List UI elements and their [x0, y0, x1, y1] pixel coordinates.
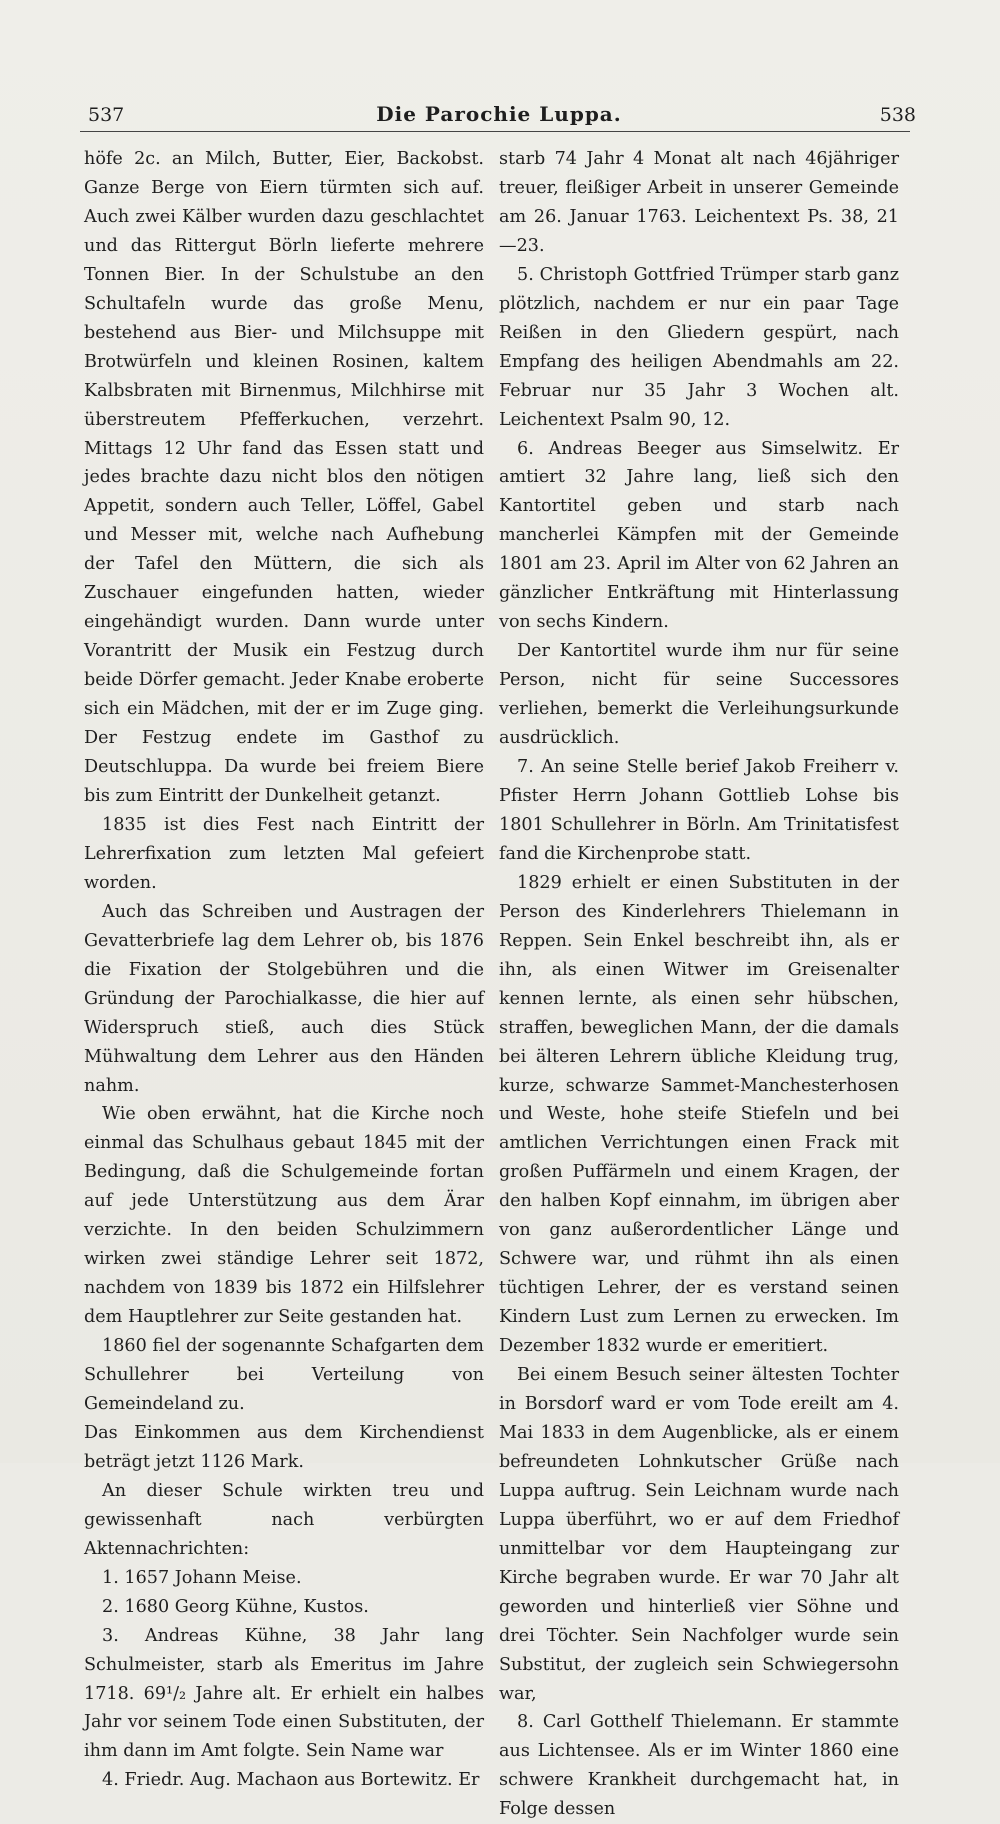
paragraph: 1860 fiel der sogenannte Schafgarten dem Schullehrer bei Verteilung von Gemeindeland zu. [84, 1336, 484, 1414]
page-number-left: 537 [88, 104, 125, 126]
list-item: 3. Andreas Kühne, 38 Jahr lang Schulmeister, starb als Emeritus im Jahre 1718. 69¹/₂ Jahre alt. Er erhielt ein halbes Jahr vor seinem Tode einen Substituten, der ihm dann im Amt folgte. Sein Name war [84, 1625, 484, 1762]
paragraph: Wie oben erwähnt, hat die Kirche noch einmal das Schulhaus gebaut 1845 mit der Bedingung, daß die Schulgemeinde fortan auf jede Unterstützung aus dem Ärar verzichte. In den beiden Schulzimmern wirken zwei ständige Lehrer seit 1872, nachdem von 1839 bis 1872 ein Hilfslehrer dem Hauptlehrer zur Seite gestanden hat. [84, 1104, 484, 1328]
paragraph: Der Kantortitel wurde ihm nur für seine Person, nicht für seine Successores verliehen, bemerkt die Verleihungsurkunde ausdrücklich. [499, 641, 899, 749]
list-item: 7. An seine Stelle berief Jakob Freiherr v. Pfister Herrn Johann Gottlieb Lohse bis 1801 Schullehrer in Börln. Am Trinitatisfest fand die Kirchenprobe statt. [499, 757, 899, 864]
paragraph: An dieser Schule wirkten treu und gewissenhaft nach verbürgten Aktennachrichten: [84, 1480, 484, 1559]
paragraph: Auch das Schreiben und Austragen der Gevatterbriefe lag dem Lehrer ob, bis 1876 die Fixation der Stolgebühren und die Gründung der Parochialkasse, die hier auf Widerspruch stieß, auch dies Stück Mühwaltung dem Lehrer aus den Händen nahm. [84, 901, 484, 1096]
page-number-right: 538 [879, 104, 916, 126]
paragraph: 1835 ist dies Fest nach Eintritt der Lehrerfixation zum letzten Mal gefeiert worden. [84, 814, 484, 893]
header-rule [80, 131, 910, 132]
list-item: 8. Carl Gotthelf Thielemann. Er stammte aus Lichtensee. Als er im Winter 1860 eine schwere Krankheit durchgemacht hat, in Folge dessen [499, 1712, 899, 1820]
paragraph: 1829 erhielt er einen Substituten in der Person des Kinderlehrers Thielemann in Reppen. Sein Enkel beschreibt ihn, als er ihn, als einen Witwer im Greisenalter kennen lernte, als einen sehr hübschen, straffen, beweglichen Mann, der die damals bei älteren Lehrern übliche Kleidung trug, kurze, schwarze Sammet-Manchesterhosen und Weste, hohe steife Stiefeln und bei amtlichen Verrichtungen einen Frack mit großen Puffärmeln und einem Kragen, der den halben Kopf einnahm, im übrigen aber von ganz außerordentlicher Länge und Schwere war, und rühmt ihn als einen tüchtigen Lehrer, der es verstand seinen Kindern Lust zum Lernen zu erwecken. Im Dezember 1832 wurde er emeritiert. [499, 872, 899, 1357]
paragraph: Bei einem Besuch seiner ältesten Tochter in Borsdorf ward er vom Tode ereilt am 4. Mai 1833 in dem Augenblicke, als er einem befreundeten Lohnkutscher Grüße nach Luppa auftrug. Sein Leichnam wurde nach Luppa überführt, wo er auf dem Friedhof unmittelbar vor dem Haupteingang zur Kirche begraben wurde. Er war 70 Jahr alt geworden und hinterließ vier Söhne und drei Töchter. Sein Nachfolger wurde sein Substitut, der zugleich sein Schwiegersohn war, [499, 1365, 899, 1704]
list-item: 5. Christoph Gottfried Trümper starb ganz plötzlich, nachdem er nur ein paar Tage Reißen in den Gliedern gespürt, nach Empfang des heiligen Abendmahls am 22. Februar nur 35 Jahr 3 Wochen alt. Leichentext Psalm 90, 12. [499, 264, 899, 430]
list-item: 2. 1680 Georg Kühne, Kustos. [102, 1596, 369, 1617]
paragraph: höfe 2c. an Milch, Butter, Eier, Backobst. Ganze Berge von Eiern türmten sich auf. Auch zwei Kälber wurden dazu geschlachtet und das Rittergut Börln lieferte mehrere Tonnen Bier. In der Schulstube an den Schultafeln wurde das große Menu, bestehend aus Bier- und Milchsuppe mit Brotwürfeln und kleinen Rosinen, kaltem Kalbsbraten mit Birnenmus, Milchhirse mit überstreutem Pfefferkuchen, verzehrt. Mittags 12 Uhr fand das Essen statt und jedes brachte dazu nicht blos den nötigen Appetit, sondern auch Teller, Löffel, Gabel und Messer mit, welche nach Aufhebung der Tafel den Müttern, die sich als Zuschauer eingefunden hatten, wieder eingehändigt wurden. Dann wurde unter Vorantritt der Musik ein Festzug durch beide Dörfer gemacht. Jeder Knabe eroberte sich ein Mädchen, mit der er im Zuge ging. Der Festzug endete im Gasthof zu Deutschluppa. Da wurde bei freiem Biere bis zum Eintritt der Dunkelheit getanzt. [84, 149, 484, 806]
running-title: Die Parochie Luppa. [376, 102, 622, 126]
paragraph: starb 74 Jahr 4 Monat alt nach 46jähriger treuer, fleißiger Arbeit in unserer Gemeinde am 26. Januar 1763. Leichentext Ps. 38, 21—23. [499, 149, 899, 256]
left-column [84, 145, 484, 1795]
list-item: 6. Andreas Beeger aus Simselwitz. Er amtiert 32 Jahre lang, ließ sich den Kantortitel geben und starb nach mancherlei Kämpfen mit der Gemeinde 1801 am 23. April im Alter von 62 Jahren an gänzlicher Entkräftung mit Hinterlassung von sechs Kindern. [499, 438, 899, 633]
list-item: 1. 1657 Johann Meise. [102, 1567, 302, 1588]
right-column [499, 145, 899, 1824]
list-item: 4. Friedr. Aug. Machaon aus Bortewitz. Er [102, 1770, 480, 1791]
page-header [78, 100, 920, 132]
paragraph: Das Einkommen aus dem Kirchendienst beträgt jetzt 1126 Mark. [84, 1422, 484, 1472]
